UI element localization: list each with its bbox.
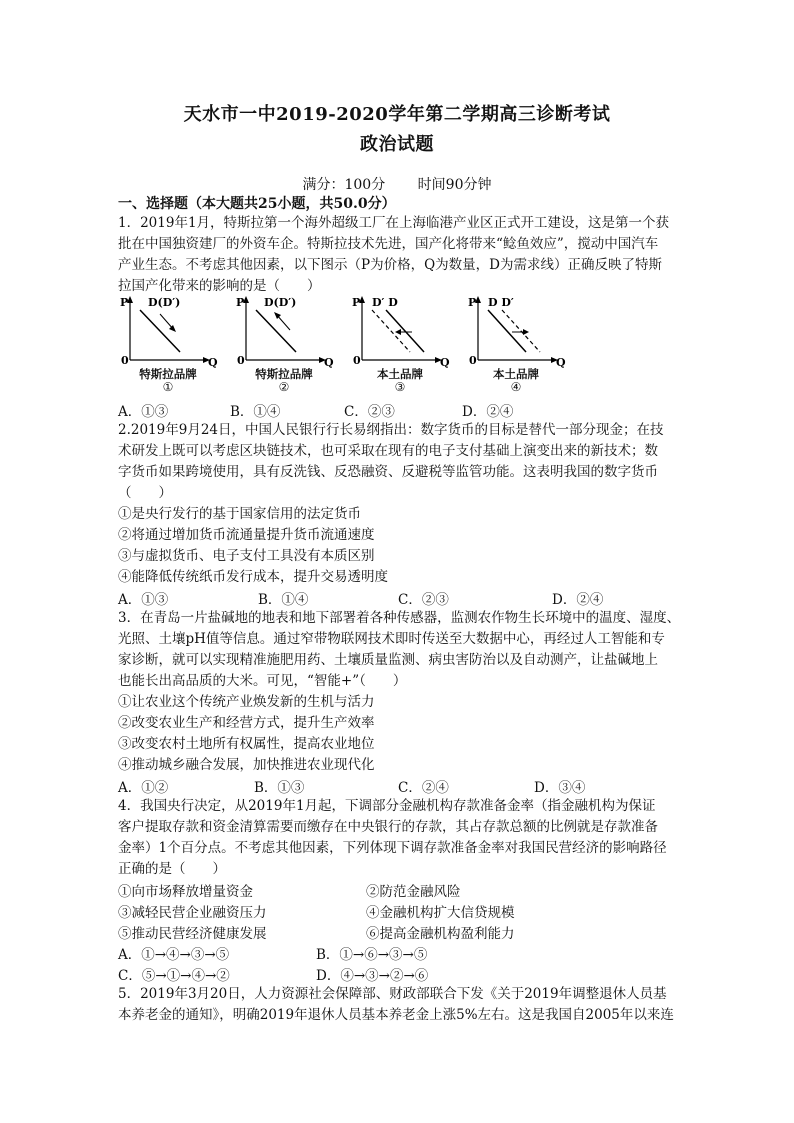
q2-option-b[interactable]: B．①④ <box>258 592 309 608</box>
q3-item: ③改变农村土地所有权属性，提高农业地位 <box>118 736 375 752</box>
q3-option-d[interactable]: D．③④ <box>534 780 586 796</box>
q2-line: 字货币如果跨境使用，具有反洗钱、反恐融资、反避税等监管功能。这表明我国的数字货币 <box>118 464 658 480</box>
graph-4 <box>466 294 578 398</box>
graph-number: ② <box>278 380 290 394</box>
q3-option-c[interactable]: C．②④ <box>398 780 449 796</box>
q4-item: ⑤推动民营经济健康发展 <box>118 926 267 942</box>
q4-option-b[interactable]: B．①→⑥→③→⑤ <box>316 947 428 963</box>
demand-graph-4 <box>466 294 578 370</box>
origin-label: 0 <box>469 354 477 367</box>
graph-brand: 本土品牌 <box>493 367 539 381</box>
q2-option-c[interactable]: C．②③ <box>398 592 449 608</box>
exam-subtitle: 政治试题 <box>360 134 434 155</box>
p-axis-label: P <box>236 296 245 309</box>
graph-number: ④ <box>510 380 522 394</box>
curve-label: D D′ <box>488 296 514 309</box>
q-axis-label: Q <box>556 356 566 369</box>
q-axis-label: Q <box>440 356 450 369</box>
exam-time: 时间90分钟 <box>417 177 492 193</box>
q3-option-a[interactable]: A．①② <box>118 780 169 796</box>
q2-item: ①是央行发行的基于国家信用的法定货币 <box>118 506 361 522</box>
q1-line: 拉国产化带来的影响的是（ ） <box>118 278 321 294</box>
curve-label: D′ D <box>372 296 398 309</box>
q4-item: ①向市场释放增量资金 <box>118 884 253 900</box>
graph-3 <box>350 294 462 398</box>
q1-graphs <box>118 294 568 398</box>
q1-line: 批在中国独资建厂的外资车企。特斯拉技术先进，国产化将带来“鲶鱼效应”，搅动中国汽车 <box>118 236 659 252</box>
origin-label: 0 <box>237 354 245 367</box>
q4-line: 金率）1个百分点。不考虑其他因素，下列体现下调存款准备金率对我国民营经济的影响路径 <box>118 840 667 856</box>
q4-item: ②防范金融风险 <box>366 884 461 900</box>
demand-graph-1 <box>118 294 230 370</box>
q3-option-b[interactable]: B．①③ <box>254 780 305 796</box>
q5-line: 5．2019年3月20日，人力资源社会保障部、财政部联合下发《关于2019年调整退休人员基 <box>118 986 667 1002</box>
q4-line: 客户提取存款和资金清算需要而缴存在中央银行的存款，其占存款总额的比例就是存款准备 <box>118 819 658 835</box>
graph-brand: 特斯拉品牌 <box>255 367 313 381</box>
p-axis-label: P <box>120 296 129 309</box>
q-axis-label: Q <box>324 356 334 369</box>
q2-item: ③与虚拟货币、电子支付工具没有本质区别 <box>118 548 375 564</box>
demand-graph-2 <box>234 294 346 370</box>
q5-line: 本养老金的通知》，明确2019年退休人员基本养老金上涨5%左右。这是我国自2005年以来连 <box>118 1007 674 1023</box>
q4-option-a[interactable]: A．①→④→③→⑤ <box>118 947 230 963</box>
exam-meta <box>0 174 794 194</box>
curve-label: D(D′) <box>148 296 181 309</box>
q4-item: ④金融机构扩大信贷规模 <box>366 905 515 921</box>
q4-option-c[interactable]: C．⑤→①→④→② <box>118 968 230 984</box>
graph-number: ③ <box>394 380 406 394</box>
q2-option-d[interactable]: D．②④ <box>552 592 604 608</box>
q-axis-label: Q <box>208 356 218 369</box>
q2-item: ④能降低传统纸币发行成本，提升交易透明度 <box>118 569 388 585</box>
section-title: 一、选择题（本大题共25小题，共50.0分） <box>118 196 396 212</box>
curve-label: D(D′) <box>264 296 297 309</box>
q4-item: ⑥提高金融机构盈利能力 <box>366 926 515 942</box>
q4-line: 4．我国央行决定，从2019年1月起，下调部分金融机构存款准备金率（指金融机构为保证 <box>118 798 656 814</box>
q1-line: 产业生态。不考虑其他因素，以下图示（P为价格，Q为数量，D为需求线）正确反映了特斯 <box>118 257 662 273</box>
q3-item: ①让农业这个传统产业焕发新的生机与活力 <box>118 694 375 710</box>
q4-line: 正确的是（ ） <box>118 861 226 877</box>
origin-label: 0 <box>121 354 129 367</box>
q4-item: ③减轻民营企业融资压力 <box>118 905 267 921</box>
q2-line: 术研发上既可以考虑区块链技术，也可采取在现有的电子支付基础上演变出来的新技术；数 <box>118 443 658 459</box>
q2-item: ②将通过增加货币流通量提升货币流通速度 <box>118 527 375 543</box>
exam-title: 天水市一中2019-2020学年第二学期高三诊断考试 <box>183 104 611 125</box>
q2-line: （ ） <box>118 485 172 501</box>
q2-line: 2.2019年9月24日，中国人民银行行长易纲指出：数字货币的目标是替代一部分现金；在技 <box>118 422 664 438</box>
graph-brand: 特斯拉品牌 <box>139 367 197 381</box>
q3-line: 也能长出高品质的大米。可见，“智能+”（ ） <box>118 673 407 689</box>
graph-1 <box>118 294 230 398</box>
q1-option-b[interactable]: B．①④ <box>230 404 281 420</box>
origin-label: 0 <box>353 354 361 367</box>
q3-item: ②改变农业生产和经营方式，提升生产效率 <box>118 715 375 731</box>
q1-option-c[interactable]: C．②③ <box>344 404 395 420</box>
q3-item: ④推动城乡融合发展，加快推进农业现代化 <box>118 757 375 773</box>
full-score: 满分：100分 <box>302 177 386 193</box>
p-axis-label: P <box>468 296 477 309</box>
demand-graph-3 <box>350 294 462 370</box>
graph-number: ① <box>162 380 174 394</box>
q1-option-a[interactable]: A．①③ <box>118 404 169 420</box>
q3-line: 光照、土壤pH值等信息。通过窄带物联网技术即时传送至大数据中心，再经过人工智能和专 <box>118 631 665 647</box>
q1-option-d[interactable]: D．②④ <box>462 404 514 420</box>
q3-line: 3．在青岛一片盐碱地的地表和地下部署着各种传感器，监测农作物生长环境中的温度、湿度、 <box>118 610 681 626</box>
p-axis-label: P <box>352 296 361 309</box>
q1-line: 1．2019年1月，特斯拉第一个海外超级工厂在上海临港产业区正式开工建设，这是第一个获 <box>118 215 670 231</box>
q3-line: 家诊断，就可以实现精准施肥用药、土壤质量监测、病虫害防治以及自动测产，让盐碱地上 <box>118 652 658 668</box>
q2-option-a[interactable]: A．①③ <box>118 592 169 608</box>
graph-brand: 本土品牌 <box>377 367 423 381</box>
q4-option-d[interactable]: D．④→③→②→⑥ <box>316 968 429 984</box>
graph-2 <box>234 294 346 398</box>
